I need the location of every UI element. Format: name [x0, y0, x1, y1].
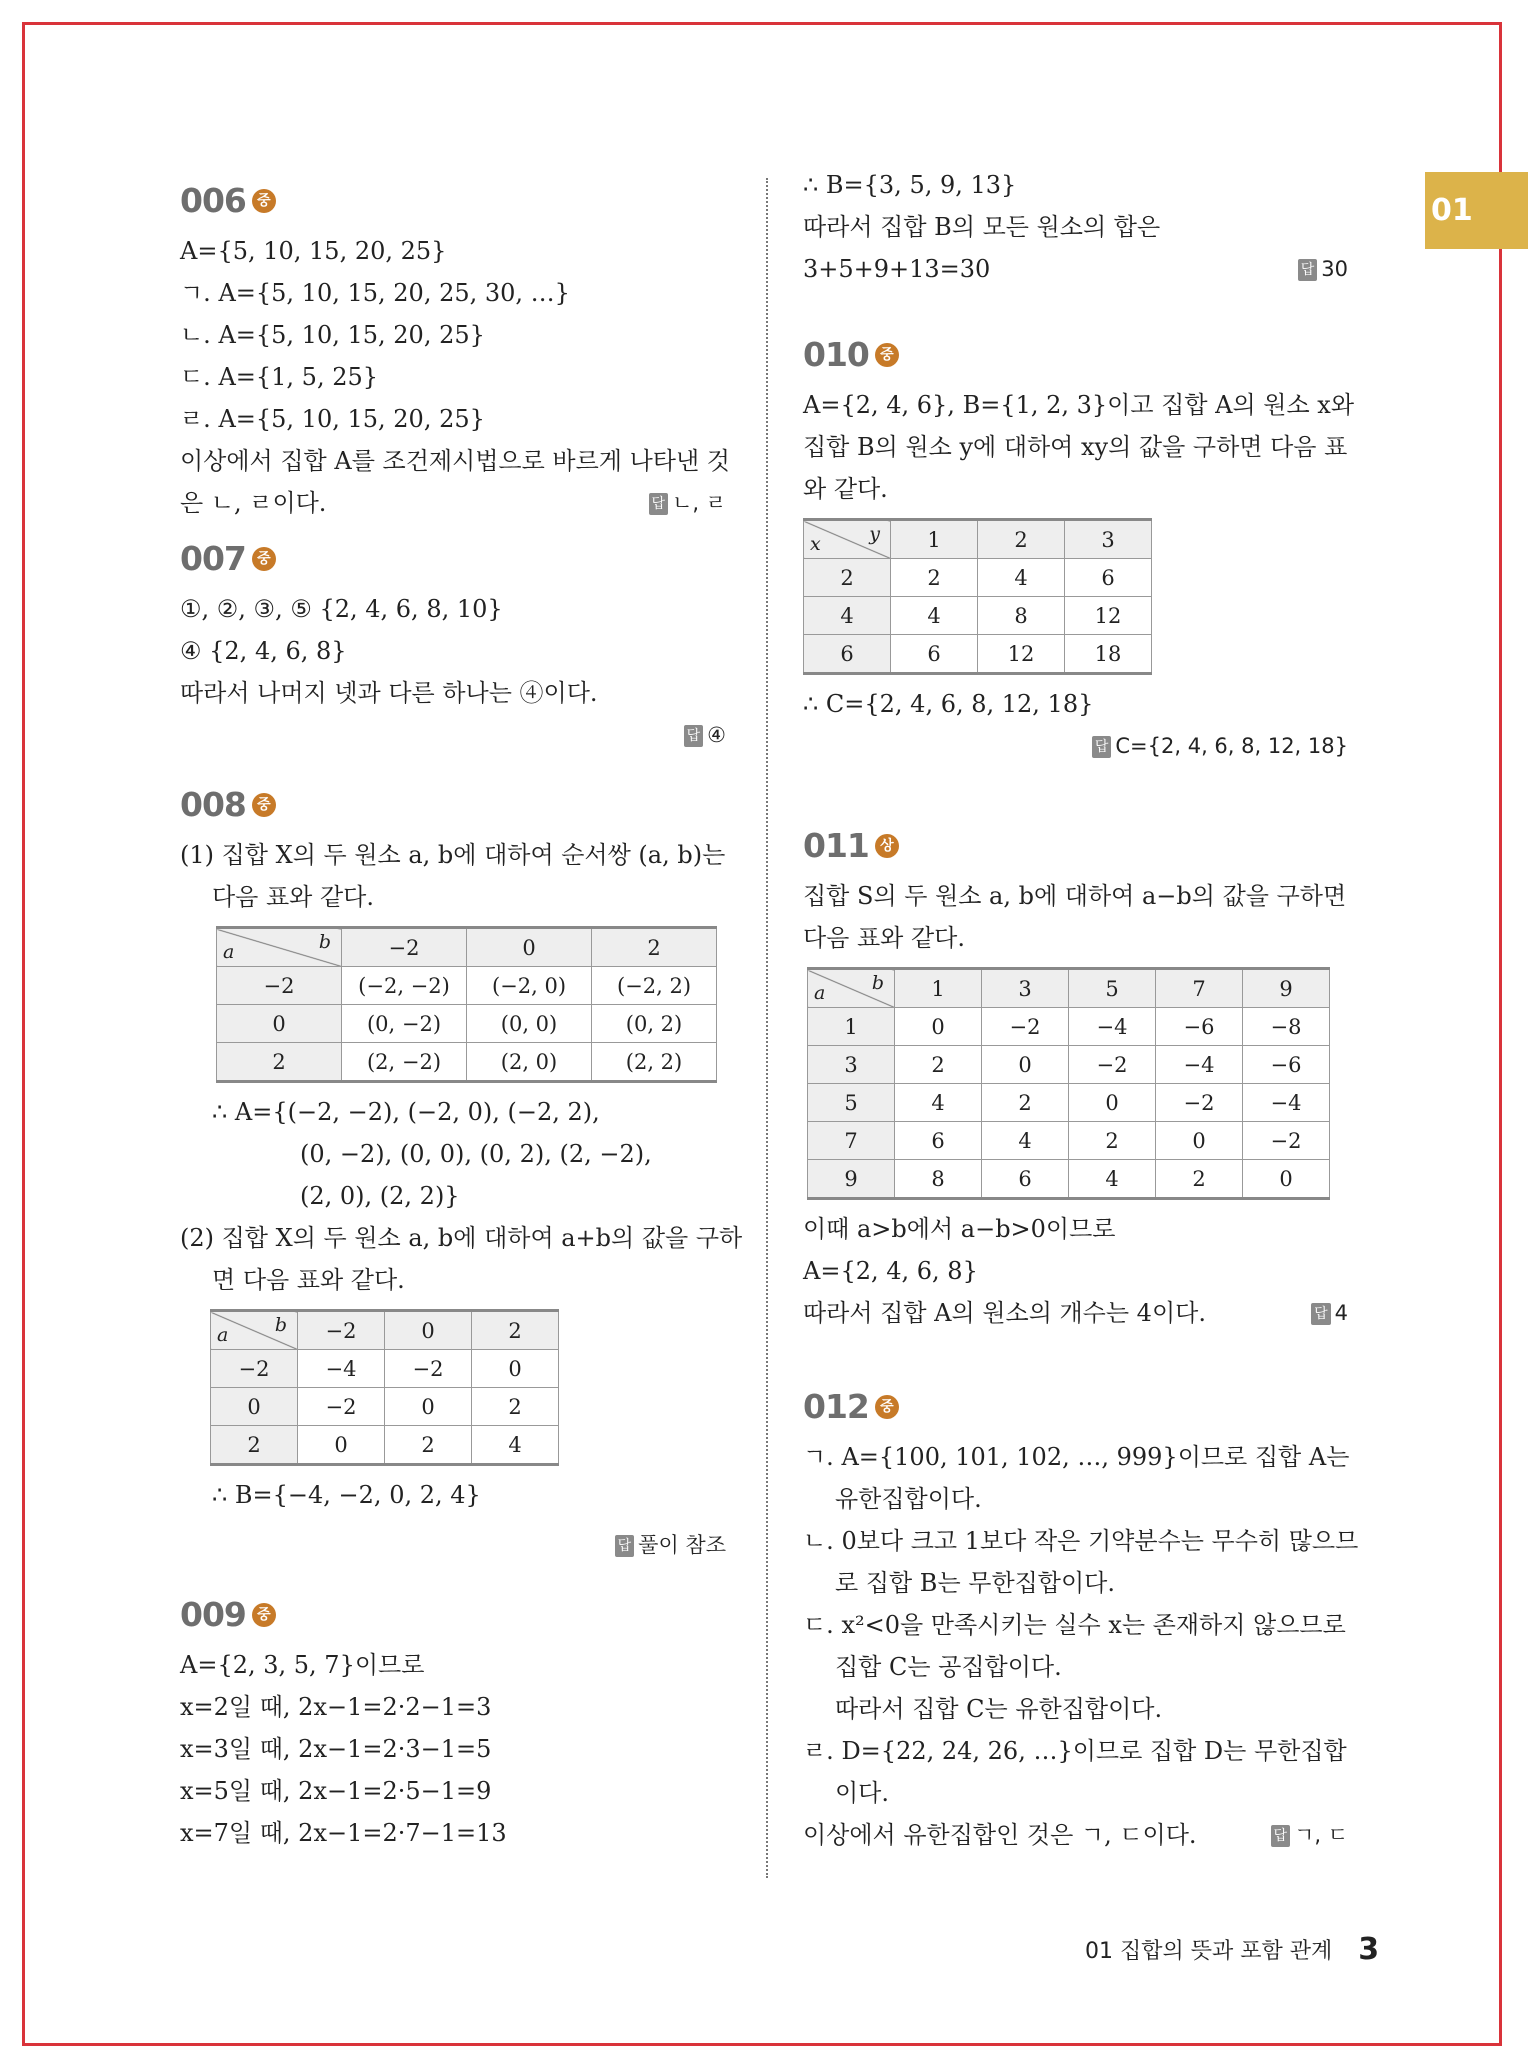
row-header: 2 [211, 1426, 298, 1465]
text-line: ∴ B={−4, −2, 0, 2, 4} [212, 1481, 481, 1509]
column-header: 2 [592, 928, 717, 967]
answer-mark: 답 [1092, 736, 1112, 758]
table-cell: 0 [1156, 1122, 1243, 1160]
text-line: 로 집합 B는 무한집합이다. [835, 1569, 1115, 1597]
table-cell: −4 [1243, 1084, 1330, 1122]
diagonal-header-cell: a b [217, 928, 342, 967]
table-cell: 2 [982, 1084, 1069, 1122]
row-header: 6 [804, 635, 891, 674]
column-header: −2 [298, 1311, 385, 1350]
table-cell: (2, −2) [342, 1043, 467, 1082]
column-header: 2 [978, 520, 1065, 559]
column-header: 3 [1065, 520, 1152, 559]
solution-009 [180, 1644, 726, 1854]
row-header: 1 [808, 1008, 895, 1046]
text-line: A={2, 4, 6, 8} [803, 1257, 978, 1285]
answer-mark: 답 [649, 493, 669, 515]
problem-number: 007 중 [180, 530, 726, 588]
table-row [211, 1388, 559, 1426]
diagonal-header-cell: a b [808, 969, 895, 1008]
text-line: 이상에서 집합 A를 조건제시법으로 바르게 나타낸 것 [180, 447, 730, 475]
row-header: −2 [217, 967, 342, 1005]
text-line: 이다. [835, 1779, 889, 1807]
row-header: −2 [211, 1350, 298, 1388]
text-line: x=2일 때, 2x−1=2·2−1=3 [180, 1693, 492, 1721]
table-cell: −2 [298, 1388, 385, 1426]
text-line: ∴ B={3, 5, 9, 13} [803, 171, 1017, 199]
answer: 답 ㄴ, ㄹ [649, 482, 726, 524]
row-header: 5 [808, 1084, 895, 1122]
text-line: ④ {2, 4, 6, 8} [180, 637, 347, 665]
table-cell: 2 [385, 1426, 472, 1465]
table-row [211, 1350, 559, 1388]
diagonal-header-cell: x y [804, 520, 891, 559]
table-cell: 6 [982, 1160, 1069, 1199]
text-line: 이때 a>b에서 a−b>0이므로 [803, 1215, 1116, 1243]
answer-line [180, 714, 726, 756]
solution-010 [803, 384, 1355, 510]
table-row [804, 597, 1152, 635]
answer-line [180, 1524, 726, 1566]
text-line: x=5일 때, 2x−1=2·5−1=9 [180, 1777, 492, 1805]
table-row [808, 1122, 1330, 1160]
table-cell: (−2, 2) [592, 967, 717, 1005]
table-cell: 6 [891, 635, 978, 674]
difference-table [807, 967, 1330, 1200]
column-divider [766, 178, 768, 1878]
column-header: −2 [342, 928, 467, 967]
column-header: 1 [891, 520, 978, 559]
text-line: x=3일 때, 2x−1=2·3−1=5 [180, 1735, 492, 1763]
table-cell: −4 [1069, 1008, 1156, 1046]
diagonal-header-cell: a b [211, 1311, 298, 1350]
table-cell: −2 [385, 1350, 472, 1388]
column-header: 1 [895, 969, 982, 1008]
row-header: 2 [804, 559, 891, 597]
table-cell: 4 [895, 1084, 982, 1122]
answer-mark: 답 [615, 1535, 635, 1557]
table-cell: 6 [895, 1122, 982, 1160]
table-cell: −2 [1156, 1084, 1243, 1122]
ordered-pair-table [216, 926, 717, 1083]
table-cell: (0, −2) [342, 1005, 467, 1043]
column-header: 0 [385, 1311, 472, 1350]
text-line: 따라서 나머지 넷과 다른 하나는 ④이다. [180, 679, 598, 707]
table-cell: (2, 0) [467, 1043, 592, 1082]
table-cell: −6 [1243, 1046, 1330, 1084]
table-row [211, 1426, 559, 1465]
text-line: A={2, 3, 5, 7}이므로 [180, 1651, 425, 1679]
answer-line [803, 725, 1348, 767]
answer-mark: 답 [1298, 259, 1318, 281]
text-line: ㄴ. 0보다 크고 1보다 작은 기약분수는 무수히 많으므 [803, 1527, 1359, 1555]
row-header: 2 [217, 1043, 342, 1082]
table-cell: 8 [895, 1160, 982, 1199]
text-line: 와 같다. [803, 475, 888, 503]
row-header: 4 [804, 597, 891, 635]
difficulty-badge: 중 [252, 1603, 276, 1627]
chapter-tab: 01 [1425, 172, 1528, 249]
answer: 답 ㄱ, ㄷ [1271, 1814, 1348, 1856]
table-cell: (2, 2) [592, 1043, 717, 1082]
table-cell: 4 [978, 559, 1065, 597]
difficulty-badge: 중 [252, 793, 276, 817]
answer-mark: 답 [1311, 1303, 1331, 1325]
table-cell: 2 [1069, 1122, 1156, 1160]
answer: 답 30 [1298, 248, 1348, 290]
table-cell: (−2, −2) [342, 967, 467, 1005]
problem-number: 009 중 [180, 1586, 726, 1644]
text-line: 집합 C는 공집합이다. [835, 1653, 1062, 1681]
text-line: A={5, 10, 15, 20, 25} [180, 237, 447, 265]
table-cell: −8 [1243, 1008, 1330, 1046]
difficulty-badge: 중 [875, 343, 899, 367]
table-cell: 12 [1065, 597, 1152, 635]
answer-mark: 답 [1271, 1825, 1291, 1847]
table-cell: 2 [895, 1046, 982, 1084]
text-line: ㄱ. A={5, 10, 15, 20, 25, 30, …} [180, 279, 570, 307]
table-cell: 0 [982, 1046, 1069, 1084]
text-line: ㄹ. D={22, 24, 26, …}이므로 집합 D는 무한집합 [803, 1737, 1347, 1765]
table-cell: 0 [1243, 1160, 1330, 1199]
text-line: (2, 0), (2, 2)} [300, 1182, 460, 1210]
table-cell: −2 [982, 1008, 1069, 1046]
table-row [217, 967, 717, 1005]
solution-011 [803, 875, 1348, 959]
text-line: ∴ C={2, 4, 6, 8, 12, 18} [803, 690, 1094, 718]
table-cell: 4 [1069, 1160, 1156, 1199]
text-line: 다음 표와 같다. [212, 883, 374, 911]
table-cell: 8 [978, 597, 1065, 635]
left-column [180, 172, 743, 1854]
text-line: ①, ②, ③, ⑤ {2, 4, 6, 8, 10} [180, 595, 503, 623]
text-line: ㄱ. A={100, 101, 102, …, 999}이므로 집합 A는 [803, 1443, 1350, 1471]
column-header: 2 [472, 1311, 559, 1350]
difficulty-badge: 중 [252, 189, 276, 213]
problem-number: 012 중 [803, 1378, 1348, 1436]
text-line: 따라서 집합 C는 유한집합이다. [835, 1695, 1163, 1723]
column-header: 3 [982, 969, 1069, 1008]
table-cell: 6 [1065, 559, 1152, 597]
table-cell: (0, 2) [592, 1005, 717, 1043]
text-line: 은 ㄴ, ㄹ이다. 답 ㄴ, ㄹ [180, 482, 726, 524]
text-line: 면 다음 표와 같다. [212, 1266, 405, 1294]
table-row [804, 635, 1152, 674]
text-line: 집합 S의 두 원소 a, b에 대하여 a−b의 값을 구하면 [803, 882, 1347, 910]
text-line: (0, −2), (0, 0), (0, 2), (2, −2), [300, 1140, 652, 1168]
page-footer [1085, 1932, 1379, 1967]
text-line: (1) 집합 X의 두 원소 a, b에 대하여 순서쌍 (a, b)는 [180, 841, 726, 869]
column-header: 0 [467, 928, 592, 967]
table-cell: 0 [385, 1388, 472, 1426]
solution-007 [180, 588, 726, 714]
page-number: 3 [1358, 1932, 1380, 1967]
table-row [217, 1005, 717, 1043]
right-column [803, 171, 1359, 1856]
sum-table [210, 1309, 559, 1466]
table-cell: (0, 0) [467, 1005, 592, 1043]
text-line: 따라서 집합 A의 원소의 개수는 4이다. 답 4 [803, 1292, 1348, 1334]
table-cell: 12 [978, 635, 1065, 674]
table-cell: (−2, 0) [467, 967, 592, 1005]
problem-number: 010 중 [803, 326, 1348, 384]
table-cell: −4 [298, 1350, 385, 1388]
table-row [808, 1008, 1330, 1046]
table-row [804, 559, 1152, 597]
text-line: ㄴ. A={5, 10, 15, 20, 25} [180, 321, 485, 349]
difficulty-badge: 상 [875, 834, 899, 858]
table-cell: −2 [1243, 1122, 1330, 1160]
text-line: (2) 집합 X의 두 원소 a, b에 대하여 a+b의 값을 구하 [180, 1224, 743, 1252]
answer: 답 풀이 참조 [615, 1524, 726, 1566]
text-line: ∴ A={(−2, −2), (−2, 0), (−2, 2), [212, 1098, 600, 1126]
text-line: 집합 B의 원소 y에 대하여 xy의 값을 구하면 다음 표 [803, 433, 1348, 461]
column-header: 9 [1243, 969, 1330, 1008]
table-cell: 0 [298, 1426, 385, 1465]
answer-mark: 답 [684, 725, 704, 747]
answer: 답 4 [1311, 1292, 1348, 1334]
table-cell: −4 [1156, 1046, 1243, 1084]
solution-012 [803, 1436, 1359, 1814]
row-header: 0 [217, 1005, 342, 1043]
problem-number: 006 중 [180, 172, 726, 230]
column-header: 7 [1156, 969, 1243, 1008]
text-line: ㄷ. A={1, 5, 25} [180, 363, 379, 391]
product-table [803, 518, 1152, 675]
table-cell: −6 [1156, 1008, 1243, 1046]
table-cell: −2 [1069, 1046, 1156, 1084]
table-row [808, 1160, 1330, 1199]
text-line: x=7일 때, 2x−1=2·7−1=13 [180, 1819, 507, 1847]
difficulty-badge: 중 [252, 547, 276, 571]
text-line: A={2, 4, 6}, B={1, 2, 3}이고 집합 A의 원소 x와 [803, 391, 1355, 419]
table-cell: 4 [472, 1426, 559, 1465]
difficulty-badge: 중 [875, 1395, 899, 1419]
table-cell: 4 [982, 1122, 1069, 1160]
problem-number: 008 중 [180, 776, 726, 834]
table-row [217, 1043, 717, 1082]
text-line: ㄹ. A={5, 10, 15, 20, 25} [180, 405, 485, 433]
text-line: ㄷ. x²<0을 만족시키는 실수 x는 존재하지 않으므로 [803, 1611, 1346, 1639]
text-line: 따라서 집합 B의 모든 원소의 합은 [803, 213, 1161, 241]
row-header: 0 [211, 1388, 298, 1426]
column-header: 5 [1069, 969, 1156, 1008]
row-header: 9 [808, 1160, 895, 1199]
text-line: 유한집합이다. [835, 1485, 982, 1513]
answer: 답 ④ [684, 714, 726, 756]
table-row [808, 1046, 1330, 1084]
table-cell: 0 [895, 1008, 982, 1046]
problem-number: 011 상 [803, 817, 1348, 875]
table-cell: 2 [891, 559, 978, 597]
answer: 답 C={2, 4, 6, 8, 12, 18} [1092, 725, 1348, 767]
text-line: 다음 표와 같다. [803, 924, 965, 952]
row-header: 3 [808, 1046, 895, 1084]
table-cell: 0 [472, 1350, 559, 1388]
footer-title: 01 집합의 뜻과 포함 관계 [1085, 1939, 1333, 1964]
table-cell: 2 [472, 1388, 559, 1426]
table-cell: 18 [1065, 635, 1152, 674]
text-line: 이상에서 유한집합인 것은 ㄱ, ㄷ이다. 답 ㄱ, ㄷ [803, 1814, 1348, 1856]
table-row [808, 1084, 1330, 1122]
text-line: 3+5+9+13=30 답 30 [803, 248, 1348, 290]
table-cell: 2 [1156, 1160, 1243, 1199]
solution-006 [180, 230, 730, 524]
table-cell: 4 [891, 597, 978, 635]
row-header: 7 [808, 1122, 895, 1160]
table-cell: 0 [1069, 1084, 1156, 1122]
